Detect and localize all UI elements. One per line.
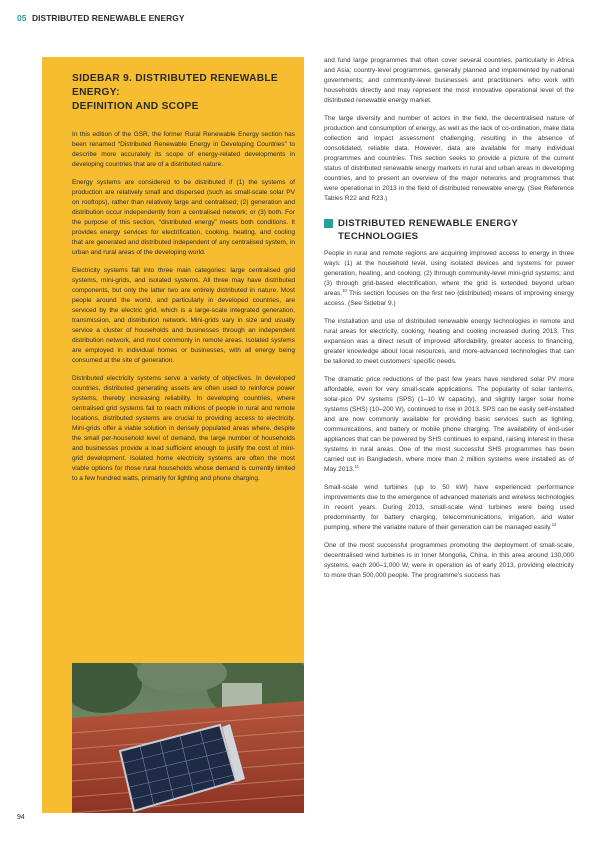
solar-panel-photo — [72, 663, 304, 813]
footnote-ref[interactable]: 10 — [342, 288, 347, 294]
body-paragraph — [324, 249, 574, 309]
sidebar-title-line2: DEFINITION AND SCOPE — [72, 101, 199, 112]
footnote-ref[interactable]: 12 — [551, 522, 557, 528]
section-title: DISTRIBUTED RENEWABLE ENERGY — [31, 13, 185, 23]
paragraph-text: Small-scale wind turbines (up to 50 kW) have experienced performance improvements due to the emergence of advanced materials and wireless technologies in recent years. During 2013, small-scale wind turbines were being used predominantly for battery charging, telecommunications, irrigation, and water pumping, where the variable nature of their generation can be managed easily. — [324, 484, 574, 532]
sidebar-paragraph: Energy systems are considered to be distributed if (1) the systems of production are relatively small and dispersed (such as small-scale solar PV on rooftops), rather than relatively large and centralised; (2) generation and distribution occur independently from a centralised network; or (3) both. For the purpose of this section, “distributed energy” meets both conditions. It provides energy services for electrification, cooking, heating, and cooling that are generated and distributed independent of any centralised system, in urban and rural areas of the developing world. — [72, 178, 295, 257]
sidebar-paragraph: Distributed electricity systems serve a variety of objectives. In developed countries, distributed generating assets are often used to reinforce power systems, thereby increasing reliability. In developing countries, where centralised grid systems fail to reach millions of people in rural and remote locations, distributed systems are crucial to providing access to electricity. Mini-grids offer a viable solution in densely populated areas where, despite the small per-household level of demand, the large number of households and businesses provide a load sufficient enough to justify the cost of mini-grid development. Isolated home electricity systems are often the most viable options for those rural households whose demand is currently limited to a few hundred watts, primarily for lighting and phone charging. — [72, 374, 295, 482]
sidebar-paragraph: Electricity systems fall into three main categories: large centralised grid systems, mini-grids, and isolated systems. All three may have distributed components, but only the latter two are entirely distributed in nature. Most people around the world, and particularly in developed countries, are serviced by the electric grid, which is a large-scale integrated generation, transmission, and distribution network. Mini-grids vary in size and usually service a cluster of households and businesses through an independent distribution network, and most commonly in remote areas. Isolated systems are employed in individual homes or businesses, with all energy being consumed at the site of generation. — [72, 266, 295, 364]
sidebar-title — [72, 72, 295, 114]
teal-square-bullet — [324, 219, 333, 228]
section-heading-line2: TECHNOLOGIES — [338, 231, 419, 243]
section-number: 05 — [17, 13, 27, 23]
body-paragraph: and fund large programmes that often cover several countries, particularly in Africa and Asia; country-level programmes, generally planned and implemented by national governments; and community-level businesses and practitioners who work with households directly and may represent the most innovative operational level of the distributed renewable energy market. — [324, 57, 574, 105]
paragraph-text: The dramatic price reductions of the past few years have rendered solar PV more affordable, even for very small-scale applications. The popularity of solar lanterns, solar-pico PV systems (SPS) (1–10 W capacity), and slightly larger solar home systems (SHS) (10–200 W), continued to rise in 2013. SPS can be easily self-installed and are now commonly available for providing basic services such as lighting, communications, and battery or mobile phone charging. The availability of end-user appliances that can be powered by SHS continues to expand, raising interest in these systems in rural areas. One of the most successful SHS programmes has been carried out in Bangladesh, where more than 2 million systems were installed as of May 2013. — [324, 375, 574, 474]
paragraph-text: People in rural and remote regions are acquiring improved access to energy in three ways: (1) at the household level, using isolated devices and systems for power generation, heating, and cooking; (2) through community-level mini-grid systems; and (3) through grid-based electrification, where the grid is extended beyond urban areas. — [324, 250, 574, 298]
body-paragraph: The large diversity and number of actors in the field, the decentralised nature of production and consumption of energy, as well as the lack of co-ordination, make data collection and impact assessment challenging, resulting in the absence of consolidated, reliable data. However, data are available for many individual programmes and countries. This section seeks to provide a picture of the current status of distributed renewable energy markets in rural and urban areas in developing countries, and to present an overview of the major networks and programmes that were operational in 2013 in the field of distributed renewable energy. (See Reference Tables R22 and R23.) — [324, 114, 574, 203]
running-header — [17, 13, 185, 23]
section-heading-line1: DISTRIBUTED RENEWABLE ENERGY — [338, 218, 519, 230]
right-column — [324, 56, 574, 589]
sidebar-title-line1: SIDEBAR 9. DISTRIBUTED RENEWABLE ENERGY: — [72, 73, 279, 98]
body-paragraph — [324, 375, 574, 475]
body-paragraph: The installation and use of distributed renewable energy technologies in remote and rural areas for electricity, cooking, heating and cooling increased during 2013. This expansion was a direct result of improved affordability, greater access to financing, greater knowledge about local resources, and more-advanced technologies that can be tailored to meet customers’ specific needs. — [324, 318, 574, 366]
page-number: 94 — [17, 814, 25, 821]
sidebar-content — [72, 72, 295, 492]
footnote-ref[interactable]: 11 — [354, 464, 359, 470]
body-paragraph — [324, 483, 574, 533]
section-heading — [324, 217, 574, 243]
paragraph-text: This section focuses on the first two (distributed) means of improving energy access. (See Sidebar 9.) — [324, 290, 574, 308]
body-paragraph: One of the most successful programmes promoting the deployment of small-scale, decentralised wind turbines is in Inner Mongolia, China. In this area around 130,000 systems, each 200–1,000 W, were in operation as of early 2013, providing electricity to more than 500,000 people. The programme’s success has — [324, 541, 574, 579]
sidebar-paragraph: In this edition of the GSR, the former Rural Renewable Energy section has been renamed “Distributed Renewable Energy in Developing Countries” to describe more accurately its scope of energy-related developments in developing countries that are of a distributed nature. — [72, 131, 295, 169]
